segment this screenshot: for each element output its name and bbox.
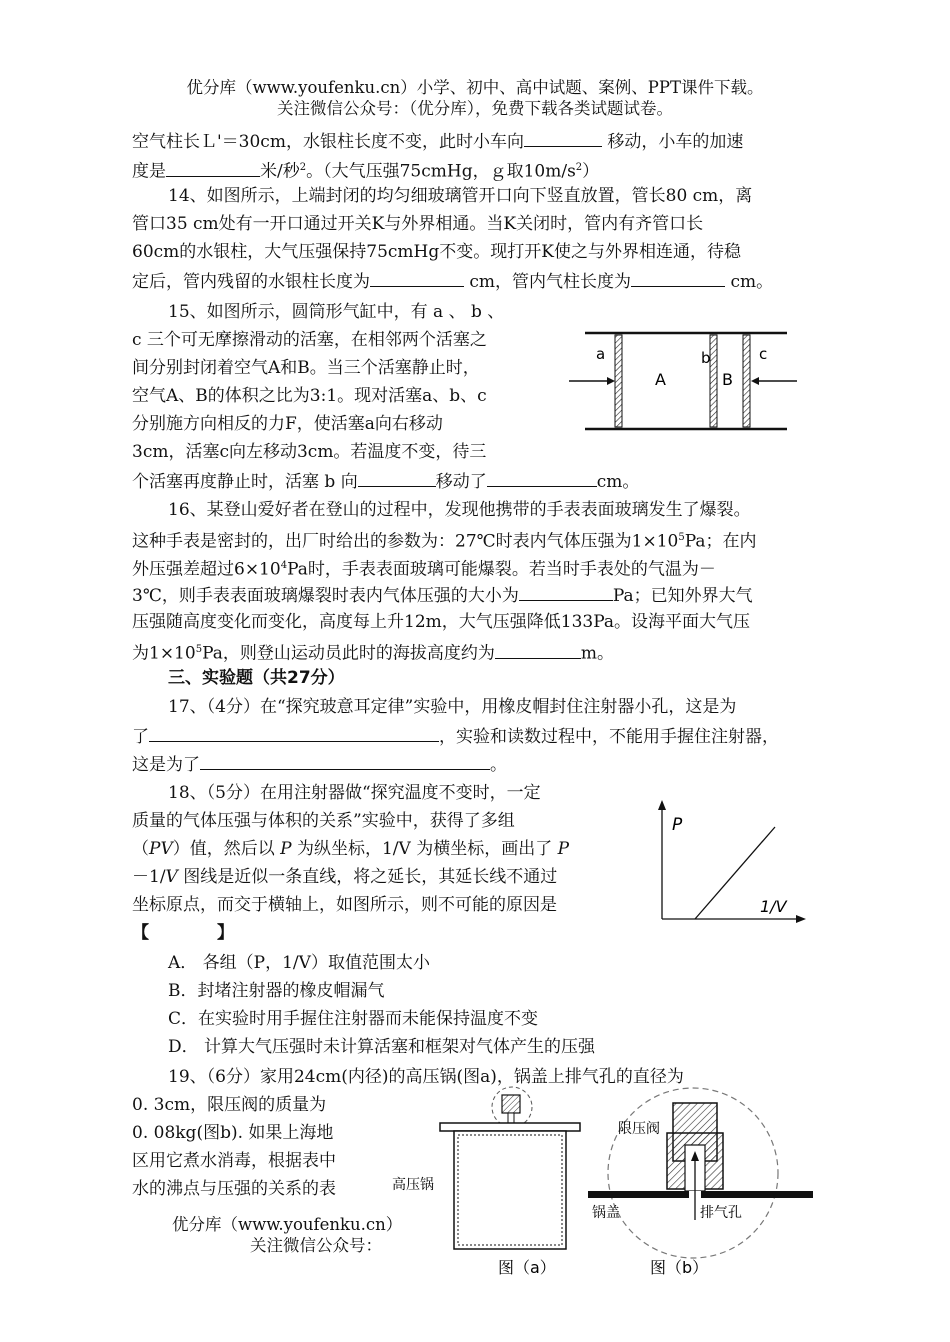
q16-line-1: 16、某登山爱好者在登山的过程中，发现他携带的手表表面玻璃发生了爆裂。 <box>168 500 751 520</box>
q15-line-3: 间分别封闭着空气A和B。当三个活塞静止时， <box>132 358 480 378</box>
y-axis-arrow <box>658 800 666 810</box>
q18-option-c: C．在实验时用手握住注射器而未能保持温度不变 <box>168 1009 539 1029</box>
q19-line-5: 水的沸点与压强的关系的表 <box>132 1179 336 1199</box>
piston-c <box>743 335 750 427</box>
q18-line-1: 18、（5分）在用注射器做“探究温度不变时，一定 <box>168 783 541 803</box>
q15-line-2: c 三个可无摩擦滑动的活塞，在相邻两个活塞之 <box>132 330 487 350</box>
q14-line-4: 定后，管内残留的水银柱长度为 cm，管内气柱长度为 cm。 <box>132 272 774 292</box>
section-3-title: 三、实验题（共27分） <box>168 668 345 688</box>
q18-line-5: 坐标原点，而交于横轴上，如图所示，则不可能的原因是 <box>132 895 557 915</box>
q15-line-4: 空气A、B的体积之比为3:1。现对活塞a、b、c <box>132 386 487 406</box>
header-line-1: 优分库（www.youfenku.cn）小学、初中、高中试题、案例、PPT课件下载。 <box>186 78 764 97</box>
x-axis-label: 1/V <box>760 897 787 916</box>
q15-line-6: 3cm，活塞c向左移动3cm。若温度不变，待三 <box>132 442 487 462</box>
figure-a-caption: 图（a） <box>498 1258 556 1277</box>
figure-b-caption: 图（b） <box>650 1258 709 1277</box>
x-axis-arrow <box>796 915 806 923</box>
label-b: b <box>701 349 711 367</box>
q18-line-2: 质量的气体压强与体积的关系”实验中，获得了多组 <box>132 811 515 831</box>
q18-option-b: B．封堵注射器的橡皮帽漏气 <box>168 981 385 1001</box>
footer-line-2: 关注微信公众号： <box>250 1236 382 1255</box>
cooker-label: 高压锅 <box>392 1177 434 1193</box>
q19-line-4: 区用它煮水消毒，根据表中 <box>132 1151 336 1171</box>
arrowhead-right <box>751 377 759 385</box>
q16-line-5: 压强随高度变化而变化，高度每上升12m，大气压强降低133Pa。设海平面大气压 <box>132 612 751 632</box>
q14-line-1: 14、如图所示，上端封闭的均匀细玻璃管开口向下竖直放置，管长80 cm，离 <box>168 186 753 206</box>
q16-line-4: 3℃，则手表表面玻璃爆裂时表内气体压强的大小为 Pa；已知外界大气 <box>132 586 753 606</box>
q17-line-2: 了 ，实验和读数过程中，不能用手握住注射器， <box>132 727 779 747</box>
q15-line-1: 15、如图所示，圆筒形气缸中，有 a 、 b 、 <box>168 302 505 322</box>
hole-label: 排气孔 <box>700 1205 742 1221</box>
valve-label: 限压阀 <box>618 1121 660 1137</box>
q14-line-2: 管口35 cm处有一开口通过开关K与外界相通。当K关闭时，管内有齐管口长 <box>132 214 704 234</box>
piston-b <box>710 335 717 427</box>
q19-line-2: 0. 3cm，限压阀的质量为 <box>132 1095 327 1115</box>
q18-option-a: A． 各组（P，1/V）取值范围太小 <box>168 953 430 973</box>
q18-line-4: －1/V 图线是近似一条直线，将之延长，其延长线不通过 <box>132 867 558 887</box>
label-B: B <box>722 370 733 389</box>
header-line-2: 关注微信公众号：（优分库），免费下载各类试题试卷。 <box>277 99 673 118</box>
valve-small <box>502 1095 520 1113</box>
valve-detail-figure <box>588 1085 813 1280</box>
q18-line-3: （PV）值，然后以 P 为纵坐标，1/V 为横坐标，画出了 P <box>132 839 570 859</box>
label-A: A <box>655 370 666 389</box>
q18-option-d: D． 计算大气压强时未计算活塞和框架对气体产生的压强 <box>168 1037 596 1057</box>
p-vs-inverse-v-graph <box>640 795 810 925</box>
q15-line-5: 分别施方向相反的力F，使活塞a向右移动 <box>132 414 443 434</box>
q15-line-7: 个活塞再度静止时，活塞 b 向 移动了 cm。 <box>132 472 640 492</box>
lid <box>440 1123 580 1131</box>
piston-a <box>615 335 622 427</box>
arrowhead-left <box>607 377 615 385</box>
cylinder-figure <box>565 325 805 440</box>
q19-line-3: 0. 08kg(图b). 如果上海地 <box>132 1123 334 1143</box>
q17-line-3: 这是为了 。 <box>132 755 507 775</box>
label-a: a <box>596 345 606 363</box>
q14-line-3: 60cm的水银柱，大气压强保持75cmHg不变。现打开K使之与外界相连通，待稳 <box>132 242 741 262</box>
q13-line-2: 度是 米/秒$^2$。（大气压强75cmHg，ｇ取$10m/s^2$） <box>132 161 600 182</box>
pot-body <box>454 1131 566 1249</box>
pressure-cooker-figure <box>388 1085 588 1280</box>
q16-line-2: 这种手表是密封的，出厂时给出的参数为：27℃时表内气体压强为$1\times 10^5Pa$；在内 <box>132 531 757 552</box>
footer-line-1: 优分库（www.youfenku.cn） <box>172 1215 403 1234</box>
q13-line-1: 空气柱长Ｌ'＝30cm，水银柱长度不变，此时小车向 移动，小车的加速 <box>132 132 744 152</box>
y-axis-label: P <box>672 815 683 835</box>
q16-line-3: 外压强差超过$6\times 10^4Pa$时，手表表面玻璃可能爆裂。若当时手表处的气温为－ <box>132 559 716 580</box>
q16-line-6: 为$1\times 10^5Pa$，则登山运动员此时的海拔高度约为 m。 <box>132 643 615 664</box>
label-c: c <box>759 345 768 363</box>
q17-line-1: 17、（4分）在“探究玻意耳定律”实验中，用橡皮帽封住注射器小孔，这是为 <box>168 697 737 717</box>
q18-answer-bracket: 【 】 <box>132 923 234 943</box>
q19-line-1: 19、（6分）家用24cm(内径)的高压锅(图a)，锅盖上排气孔的直径为 <box>168 1067 684 1087</box>
lid-label: 锅盖 <box>592 1205 620 1221</box>
